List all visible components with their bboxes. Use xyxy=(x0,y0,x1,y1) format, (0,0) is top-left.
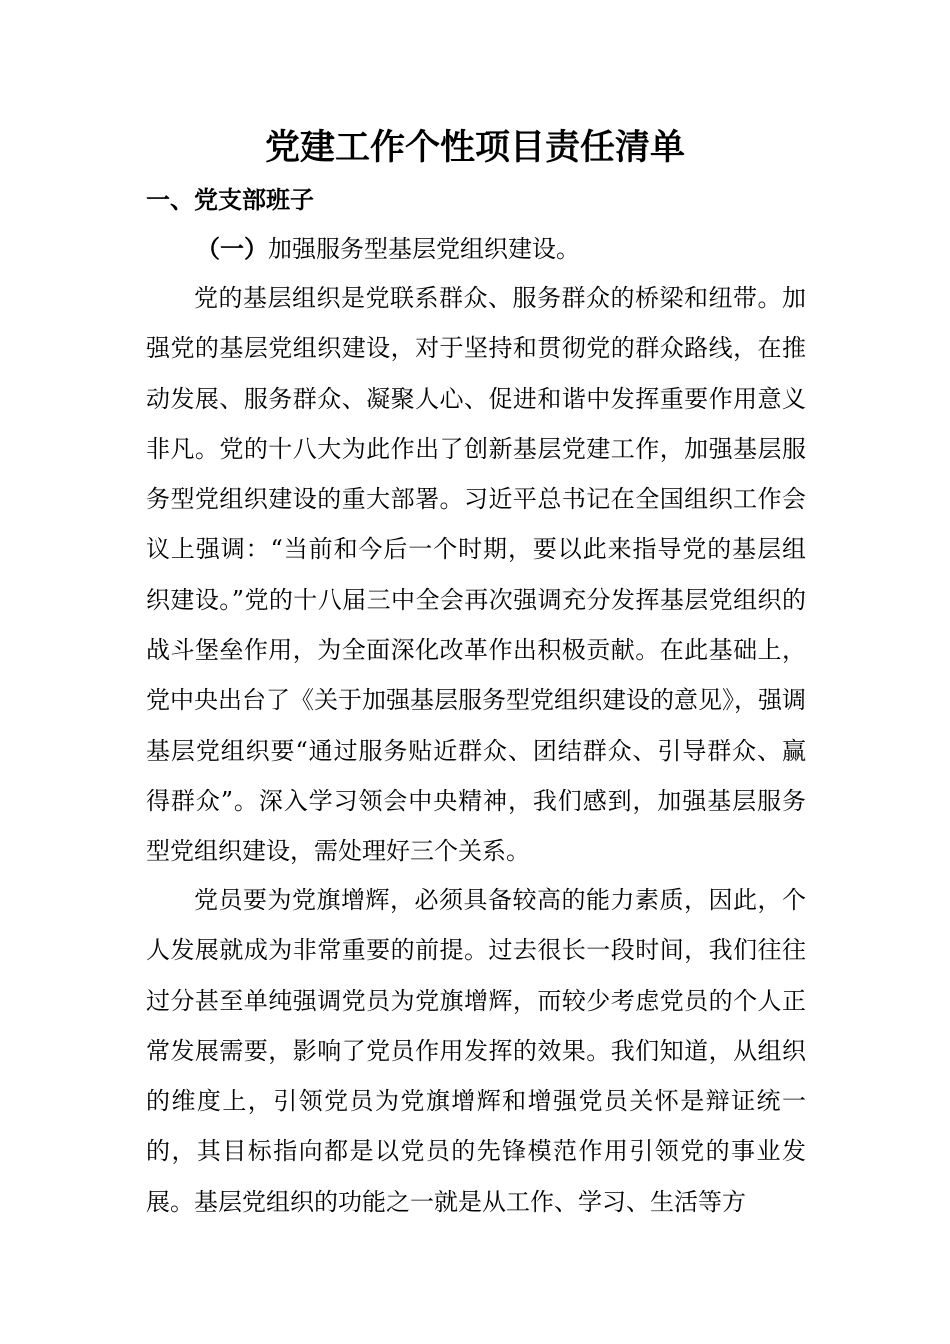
sub-heading-text: 加强服务型基层党组织建设。 xyxy=(268,235,580,263)
document-title: 党建工作个性项目责任清单 xyxy=(264,127,685,168)
sub-heading xyxy=(196,229,580,269)
body-paragraph-2: 党员要为党旗增辉，必须具备较高的能力素质，因此，个人发展就成为非常重要的前提。过去很长一段时间，我们往往过分甚至单纯强调党员为党旗增辉，而较少考虑党员的个人正常发展需要，影响了党员作用发挥的效果。我们知道，从组织的维度上，引领党员为党旗增辉和增强党员关怀是辩证统一的，其目标指向都是以党员的先锋模范作用引领党的事业发展。基层党组织的功能之一就是从工作、学习、生活等方 xyxy=(146,886,806,1216)
section-heading: 一、党支部班子 xyxy=(146,185,314,214)
sub-heading-number: （一） xyxy=(196,234,268,263)
body-paragraph-1: 党的基层组织是党联系群众、服务群众的桥梁和纽带。加强党的基层党组织建设，对于坚持和贯彻党的群众路线，在推动发展、服务群众、凝聚人心、促进和谐中发挥重要作用意义非凡。党的十八大为此作出了创新基层党建工作，加强基层服务型党组织建设的重大部署。习近平总书记在全国组织工作会议上强调：“当前和今后一个时期，要以此来指导党的基层组织建设。”党的十八届三中全会再次强调充分发挥基层党组织的战斗堡垒作用，为全面深化改革作出积极贡献。在此基础上，党中央出台了《关于加强基层服务型党组织建设的意见》，强调基层党组织要“通过服务贴近群众、团结群众、引导群众、赢得群众”。深入学习领会中央精神，我们感到，加强基层服务型党组织建设，需处理好三个关系。 xyxy=(146,284,806,866)
